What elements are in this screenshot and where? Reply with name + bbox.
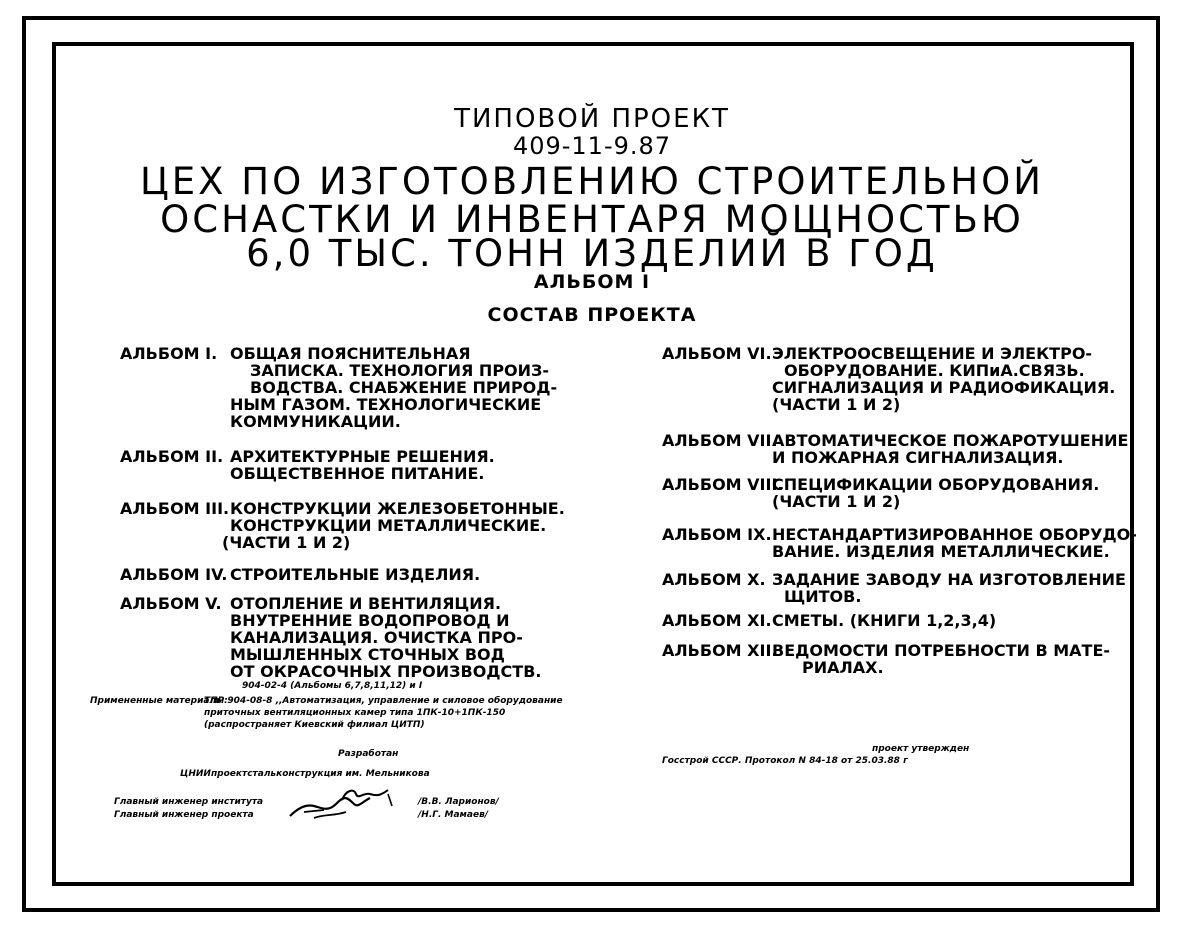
title-line-1: ЦЕХ ПО ИЗГОТОВЛЕНИЮ СТРОИТЕЛЬНОЙ: [140, 160, 1044, 203]
approved-text: Госстрой СССР. Протокол N 84-18 от 25.03.88 г: [662, 756, 908, 766]
album-line: ЩИТОВ.: [784, 587, 862, 606]
album-number: АЛЬБОМ II.: [120, 447, 224, 466]
role-chief-engineer-institute: Главный инженер института: [114, 797, 264, 807]
album-line: НЫМ ГАЗОМ. ТЕХНОЛОГИЧЕСКИЕ: [230, 395, 542, 414]
album-line: ОТ ОКРАСОЧНЫХ ПРОИЗВОДСТВ.: [230, 662, 542, 681]
signature-stroke: [304, 810, 346, 818]
album-line: РИАЛАХ.: [802, 658, 884, 677]
album-number: АЛЬБОМ X.: [662, 570, 766, 589]
album-line: И ПОЖАРНАЯ СИГНАЛИЗАЦИЯ.: [772, 448, 1064, 467]
name-larionov: /В.В. Ларионов/: [418, 797, 499, 807]
applied-label: Примененные материалы:: [90, 696, 228, 706]
album-line: КАНАЛИЗАЦИЯ. ОЧИСТКА ПРО-: [230, 628, 523, 647]
album-line: ЗАДАНИЕ ЗАВОДУ НА ИЗГОТОВЛЕНИЕ: [772, 570, 1126, 589]
album-number: АЛЬБОМ V.: [120, 594, 222, 613]
signature-image: [284, 782, 404, 822]
applied-line-2: приточных вентиляционных камер типа 1ПК-10+1ПК-150: [204, 708, 506, 718]
album-line: АРХИТЕКТУРНЫЕ РЕШЕНИЯ.: [230, 447, 495, 466]
album-line: СПЕЦИФИКАЦИИ ОБОРУДОВАНИЯ.: [772, 475, 1100, 494]
role-chief-engineer-project: Главный инженер проекта: [114, 810, 254, 820]
album-line: (ЧАСТИ 1 И 2): [772, 395, 901, 414]
signature-stroke: [290, 798, 370, 816]
project-type: ТИПОВОЙ ПРОЕКТ: [454, 104, 730, 134]
album-line: (ЧАСТИ 1 И 2): [772, 492, 901, 511]
signature-stroke: [388, 794, 392, 806]
album-heading: АЛЬБОМ I: [533, 271, 651, 293]
album-number: АЛЬБОМ VII.: [662, 431, 778, 450]
album-number: АЛЬБОМ VI.: [662, 344, 772, 363]
album-line: НЕСТАНДАРТИЗИРОВАННОЕ ОБОРУДО-: [772, 525, 1137, 544]
album-line: КОНСТРУКЦИИ МЕТАЛЛИЧЕСКИЕ.: [230, 516, 547, 535]
album-line: ВАНИЕ. ИЗДЕЛИЯ МЕТАЛЛИЧЕСКИЕ.: [772, 542, 1110, 561]
applied-top-note: 904-02-4 (Альбомы 6,7,8,11,12) и I: [242, 681, 423, 691]
album-line: ВЕДОМОСТИ ПОТРЕБНОСТИ В МАТЕ-: [772, 641, 1111, 660]
album-line: ЗАПИСКА. ТЕХНОЛОГИЯ ПРОИЗ-: [250, 361, 550, 380]
album-number: АЛЬБОМ IX.: [662, 525, 772, 544]
album-line: КОММУНИКАЦИИ.: [230, 412, 401, 431]
album-line: ВОДСТВА. СНАБЖЕНИЕ ПРИРОД-: [250, 378, 558, 397]
album-number: АЛЬБОМ I.: [120, 344, 218, 363]
name-mamaev: /Н.Г. Мамаев/: [418, 810, 489, 820]
project-number: 409-11-9.87: [512, 132, 672, 160]
album-line: ВНУТРЕННИЕ ВОДОПРОВОД И: [230, 611, 510, 630]
applied-line-3: (распространяет Киевский филиал ЦИТП): [204, 720, 425, 730]
album-line: МЫШЛЕННЫХ СТОЧНЫХ ВОД: [230, 645, 505, 664]
album-line: ОБЩАЯ ПОЯСНИТЕЛЬНАЯ: [230, 344, 471, 363]
title-line-3: 6,0 ТЫС. ТОНН ИЗДЕЛИЙ В ГОД: [246, 232, 938, 275]
title-line-2: ОСНАСТКИ И ИНВЕНТАРЯ МОЩНОСТЬЮ: [160, 198, 1024, 241]
applied-line-1: ТПР 904-08-8 ,,Автоматизация, управление и силовое оборудование: [204, 696, 563, 706]
album-line: КОНСТРУКЦИИ ЖЕЛЕЗОБЕТОННЫЕ.: [230, 499, 565, 518]
album-number: АЛЬБОМ III.: [120, 499, 230, 518]
album-line: СТРОИТЕЛЬНЫЕ ИЗДЕЛИЯ.: [230, 565, 481, 584]
developed-label: Разработан: [338, 749, 399, 759]
album-line: ОБЩЕСТВЕННОЕ ПИТАНИЕ.: [230, 464, 485, 483]
album-line: СМЕТЫ. (КНИГИ 1,2,3,4): [772, 611, 997, 630]
album-line: ЭЛЕКТРООСВЕЩЕНИЕ И ЭЛЕКТРО-: [772, 344, 1093, 363]
album-line: (ЧАСТИ 1 И 2): [222, 533, 351, 552]
album-number: АЛЬБОМ IV.: [120, 565, 228, 584]
album-line: АВТОМАТИЧЕСКОЕ ПОЖАРОТУШЕНИЕ: [772, 431, 1129, 450]
album-line: СИГНАЛИЗАЦИЯ И РАДИОФИКАЦИЯ.: [772, 378, 1116, 397]
composition-heading: СОСТАВ ПРОЕКТА: [487, 304, 697, 326]
album-number: АЛЬБОМ XII.: [662, 641, 778, 660]
approved-label: проект утвержден: [872, 744, 970, 754]
developed-org: ЦНИИпроектстальконструкция им. Мельникова: [180, 769, 430, 779]
album-line: ОТОПЛЕНИЕ И ВЕНТИЛЯЦИЯ.: [230, 594, 502, 613]
album-number: АЛЬБОМ VIII.: [662, 475, 784, 494]
album-line: ОБОРУДОВАНИЕ. КИПиА.СВЯЗЬ.: [784, 361, 1085, 380]
album-number: АЛЬБОМ XI.: [662, 611, 772, 630]
